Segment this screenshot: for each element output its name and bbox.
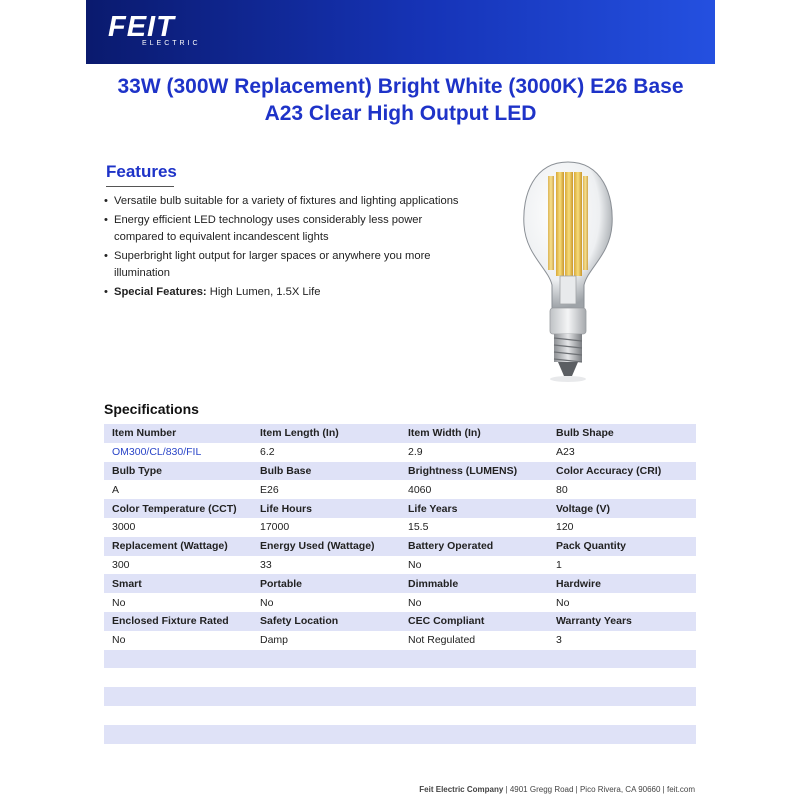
special-features-value: High Lumen, 1.5X Life [206, 286, 321, 298]
table-row [104, 631, 696, 650]
specifications-table [104, 424, 696, 744]
table-header-cell: Energy Used (Wattage) [260, 540, 375, 553]
table-cell: No [408, 596, 422, 609]
table-header-cell: Item Width (In) [408, 427, 481, 440]
table-header-cell: Replacement (Wattage) [112, 540, 228, 553]
table-header-cell: Warranty Years [556, 615, 632, 628]
table-header-cell: Battery Operated [408, 540, 494, 553]
table-cell: 120 [556, 521, 574, 534]
table-cell: E26 [260, 483, 279, 496]
table-header-cell: Smart [112, 577, 142, 590]
feit-logo [108, 13, 201, 47]
table-header-row [104, 424, 696, 443]
table-cell: Not Regulated [408, 634, 476, 647]
table-header-row [104, 462, 696, 481]
table-row [104, 518, 696, 537]
led-bulb-image [512, 150, 624, 385]
footer-address: | 4901 Gregg Road | Pico Rivera, CA 90660 | [503, 785, 667, 794]
feature-item: • Energy efficient LED technology uses considerably less power compared to equivalent incandescent lights [104, 212, 459, 246]
feature-item-special [104, 284, 459, 301]
header-banner [86, 0, 715, 64]
features-heading: Features [106, 162, 174, 187]
table-cell: A [112, 483, 120, 496]
table-cell: 17000 [260, 521, 290, 534]
table-cell: No [556, 596, 570, 609]
page-footer [419, 785, 695, 794]
logo-subtext: ELECTRIC [142, 40, 201, 47]
table-header-cell: Bulb Shape [556, 427, 614, 440]
table-header-cell: Safety Location [260, 615, 339, 628]
table-cell: 15.5 [408, 521, 429, 534]
table-header-row [104, 574, 696, 593]
table-header-cell: Bulb Type [112, 464, 162, 477]
product-title [86, 73, 715, 127]
table-empty-row [104, 668, 696, 687]
table-cell: 4060 [408, 483, 432, 496]
table-row [104, 443, 696, 462]
table-header-cell: Enclosed Fixture Rated [112, 615, 229, 628]
table-cell: 1 [556, 558, 562, 571]
table-cell: No [112, 596, 126, 609]
specifications-heading: Specifications [104, 401, 199, 417]
table-header-cell: Life Years [408, 502, 458, 515]
table-cell: 2.9 [408, 446, 423, 459]
table-header-cell: Bulb Base [260, 464, 312, 477]
table-empty-row [104, 687, 696, 706]
table-row [104, 480, 696, 499]
feature-item: • Superbright light output for larger spaces or anywhere you more illumination [104, 248, 459, 282]
table-cell: No [408, 558, 422, 571]
table-header-cell: Item Number [112, 427, 177, 440]
logo-wordmark: FEIT [108, 11, 175, 43]
table-header-cell: Color Temperature (CCT) [112, 502, 237, 515]
footer-company: Feit Electric Company [419, 785, 504, 794]
table-header-cell: Brightness (LUMENS) [408, 464, 518, 477]
item-number-link[interactable]: OM300/CL/830/FIL [112, 446, 202, 459]
table-header-row [104, 612, 696, 631]
table-cell: Damp [260, 634, 289, 647]
table-header-cell: Pack Quantity [556, 540, 627, 553]
table-cell: 300 [112, 558, 130, 571]
table-header-row [104, 499, 696, 518]
table-cell: 3 [556, 634, 562, 647]
table-cell: 33 [260, 558, 272, 571]
features-list [104, 193, 459, 303]
table-header-cell: Hardwire [556, 577, 601, 590]
table-empty-row [104, 725, 696, 744]
footer-website-link[interactable]: feit.com [666, 785, 695, 794]
table-row [104, 593, 696, 612]
special-features-label: Special Features: [114, 286, 207, 298]
table-cell: 6.2 [260, 446, 275, 459]
table-cell: 3000 [112, 521, 136, 534]
table-cell: 80 [556, 483, 568, 496]
table-header-row [104, 537, 696, 556]
table-header-cell: Color Accuracy (CRI) [556, 464, 662, 477]
table-row [104, 556, 696, 575]
table-header-cell: Item Length (In) [260, 427, 339, 440]
table-empty-row [104, 706, 696, 725]
table-header-cell: Life Hours [260, 502, 312, 515]
table-header-cell: Portable [260, 577, 303, 590]
table-cell: A23 [556, 446, 575, 459]
product-title-line1: 33W (300W Replacement) Bright White (3000K) E26 Base [117, 75, 684, 98]
table-empty-row [104, 650, 696, 669]
product-title-line2: A23 Clear High Output LED [264, 102, 537, 125]
table-cell: No [260, 596, 274, 609]
table-header-cell: CEC Compliant [408, 615, 485, 628]
table-header-cell: Dimmable [408, 577, 459, 590]
table-cell: No [112, 634, 126, 647]
feature-item: • Versatile bulb suitable for a variety of fixtures and lighting applications [104, 193, 459, 210]
table-header-cell: Voltage (V) [556, 502, 611, 515]
